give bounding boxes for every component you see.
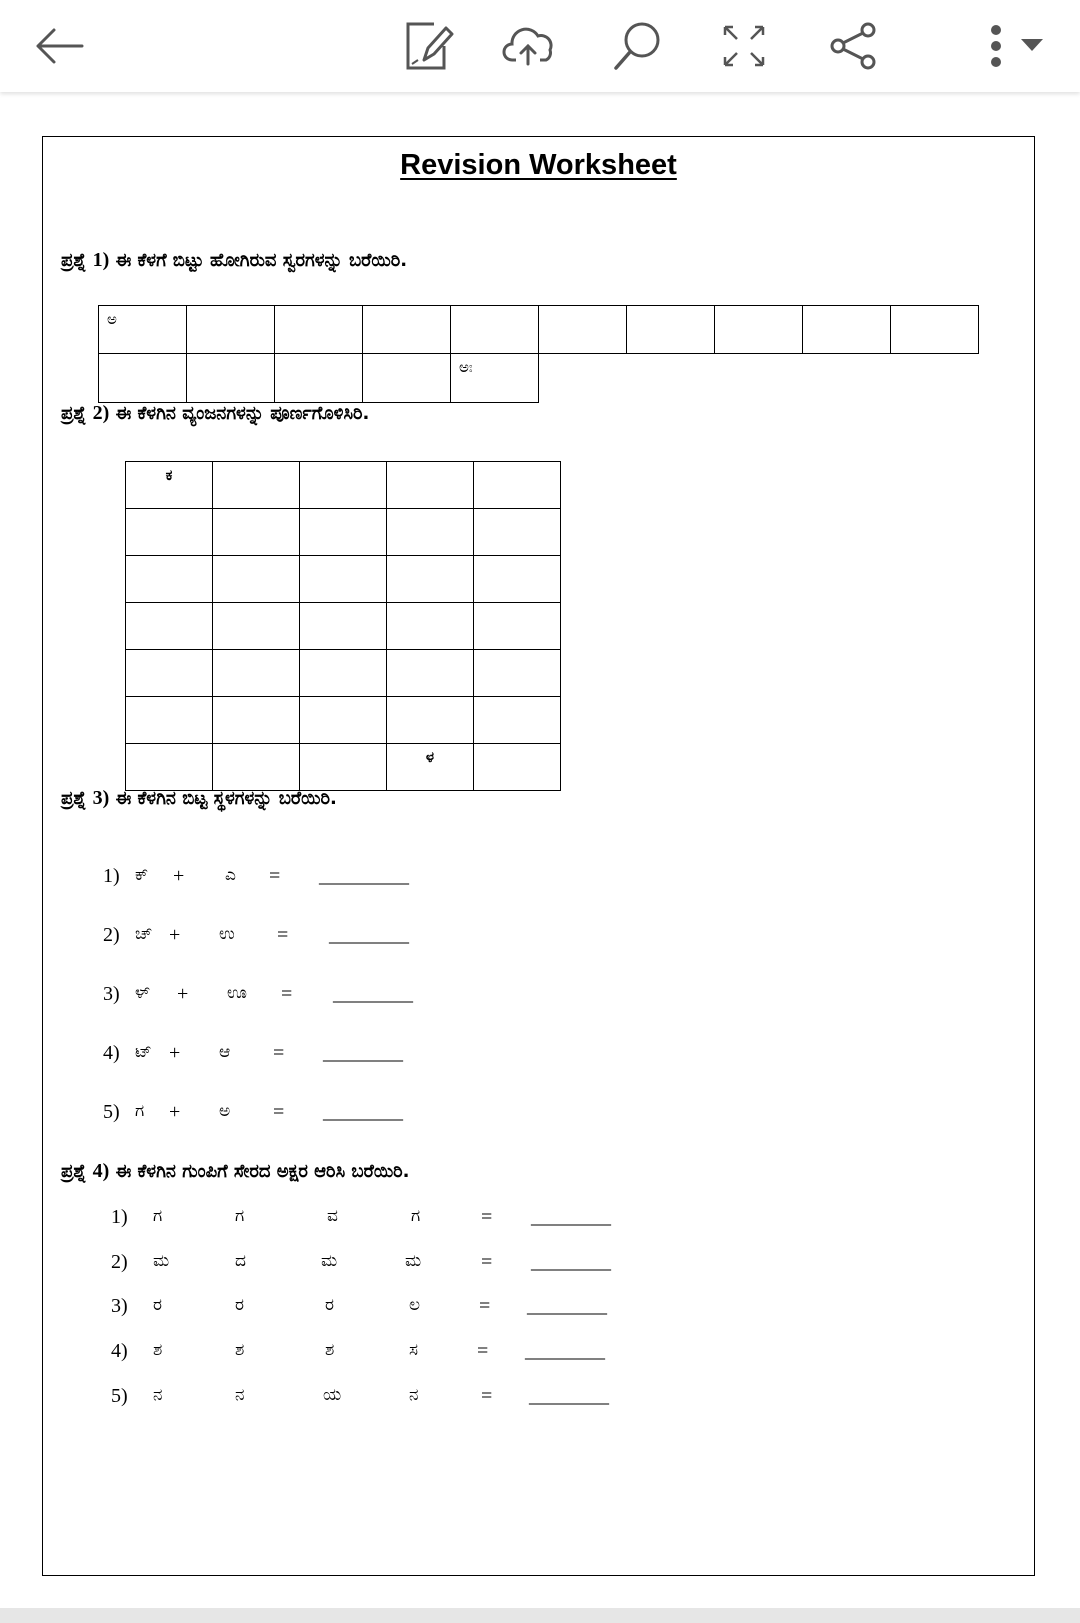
letter: ಶ [153, 1340, 163, 1360]
letter: ಲ [409, 1295, 421, 1315]
item-number: 2) [103, 924, 120, 946]
consonant-cell [213, 556, 300, 603]
consonant-cell [300, 556, 387, 603]
equals-sign: = [281, 983, 293, 1005]
answer-blank: ________ [323, 1042, 403, 1064]
document-viewer[interactable] [0, 92, 1080, 1623]
vowel-cell [275, 354, 363, 403]
vowel-cell [891, 306, 979, 354]
page-title: Revision Worksheet [400, 149, 677, 181]
plus-sign: + [177, 983, 189, 1005]
answer-blank: _________ [319, 865, 409, 887]
consonant-cell [126, 556, 213, 603]
equals-sign: = [477, 1340, 489, 1362]
consonant-cell [474, 556, 561, 603]
consonant-cell [474, 509, 561, 556]
consonant-cell [126, 697, 213, 744]
item-number: 4) [111, 1340, 128, 1362]
consonant-cell [300, 650, 387, 697]
letter-b: ಆ [219, 1042, 231, 1062]
worksheet-page [42, 136, 1035, 1576]
consonant-cell [300, 697, 387, 744]
answer-blank: ________ [329, 924, 409, 946]
letter: ದ [235, 1251, 246, 1271]
question-2-prefix: ಪ್ರಶ್ನೆ [61, 403, 87, 424]
consonant-cell [387, 462, 474, 509]
consonant-cell [300, 603, 387, 650]
question-4-number: 4) [92, 1160, 110, 1182]
item-number: 1) [111, 1206, 128, 1228]
letter-a: ಚ್ [135, 924, 153, 944]
question-1 [61, 249, 407, 272]
consonant-cell [474, 650, 561, 697]
answer-blank: ________ [531, 1251, 611, 1273]
letter: ರ [153, 1295, 162, 1315]
equals-sign: = [269, 865, 281, 887]
search-icon[interactable] [610, 0, 666, 92]
equals-sign: = [273, 1042, 285, 1064]
question-3 [61, 787, 337, 810]
answer-blank: ________ [323, 1101, 403, 1123]
question-2-text: ಈ ಕೆಳಗಿನ ವ್ಯಂಜನಗಳನ್ನು ಪೂರ್ಣಗೊಳಿಸಿರಿ. [115, 403, 370, 424]
equals-sign: = [277, 924, 289, 946]
share-icon[interactable] [826, 0, 880, 92]
dropdown-icon[interactable] [1018, 0, 1046, 92]
letter: ಶ [235, 1340, 245, 1360]
equals-sign: = [479, 1295, 491, 1317]
vowel-cell-first: ಅ [107, 310, 117, 328]
letter: ಮ [321, 1251, 338, 1271]
question-1-prefix: ಪ್ರಶ್ನೆ [61, 250, 87, 271]
consonant-cell [474, 697, 561, 744]
consonant-cell [300, 744, 387, 791]
plus-sign: + [169, 1042, 181, 1064]
consonant-cell [387, 697, 474, 744]
letter-a: ಟ್ [135, 1042, 152, 1062]
consonant-cell [387, 509, 474, 556]
answer-blank: ________ [529, 1385, 609, 1407]
question-3-number: 3) [92, 787, 110, 809]
letter: ಗ [411, 1206, 421, 1226]
letter: ವ [327, 1206, 338, 1226]
question-2-number: 2) [92, 402, 110, 424]
item-number: 2) [111, 1251, 128, 1273]
question-4 [61, 1160, 410, 1183]
item-number: 5) [103, 1101, 120, 1123]
letter: ಮ [153, 1251, 170, 1271]
vowel-cell [187, 306, 275, 354]
back-arrow-icon[interactable] [28, 0, 88, 92]
letter-b: ಅ [219, 1101, 231, 1121]
vowel-cell [99, 306, 187, 354]
equals-sign: = [481, 1385, 493, 1407]
consonant-cell [387, 650, 474, 697]
consonant-cell [213, 697, 300, 744]
plus-sign: + [173, 865, 185, 887]
letter: ಗ [153, 1206, 163, 1226]
top-toolbar [0, 0, 1080, 92]
consonant-cell [213, 509, 300, 556]
edit-icon[interactable] [402, 0, 456, 92]
vowel-cell [187, 354, 275, 403]
question-3-prefix: ಪ್ರಶ್ನೆ [61, 788, 87, 809]
item-number: 3) [111, 1295, 128, 1317]
question-3-text: ಈ ಕೆಳಗಿನ ಬಿಟ್ಟ ಸ್ಥಳಗಳನ್ನು ಬರೆಯಿರಿ. [115, 788, 337, 809]
vowel-cell [99, 354, 187, 403]
letter: ಶ [325, 1340, 335, 1360]
letter: ಮ [405, 1251, 422, 1271]
answer-blank: ________ [333, 983, 413, 1005]
letter: ನ [409, 1385, 419, 1405]
letter: ಸ [409, 1340, 419, 1360]
letter-a: ಗ [135, 1101, 145, 1121]
letter: ಗ [235, 1206, 245, 1226]
more-options-icon[interactable] [984, 0, 1008, 92]
fullscreen-icon[interactable] [718, 0, 770, 92]
vowel-cell [627, 306, 715, 354]
vowel-cell [275, 306, 363, 354]
vowel-cell [451, 354, 539, 403]
consonant-grid [125, 461, 561, 791]
vowel-cell [363, 354, 451, 403]
consonant-cell [213, 462, 300, 509]
consonant-cell [213, 744, 300, 791]
item-number: 3) [103, 983, 120, 1005]
letter-b: ಊ [227, 983, 247, 1003]
vowel-cell [451, 306, 539, 354]
consonant-cell [387, 556, 474, 603]
vowel-cell-last: ಅಃ [459, 358, 473, 376]
consonant-cell [126, 744, 213, 791]
consonant-cell [126, 462, 213, 509]
vowel-cell [363, 306, 451, 354]
consonant-cell [126, 650, 213, 697]
consonant-cell-first: ಕ [165, 466, 173, 484]
question-4-prefix: ಪ್ರಶ್ನೆ [61, 1161, 87, 1182]
letter-a: ಳ್ [135, 983, 150, 1003]
consonant-cell-last: ಳ [425, 748, 435, 766]
consonant-cell [387, 603, 474, 650]
vowel-grid [98, 305, 979, 403]
vowel-cell [803, 306, 891, 354]
letter-a: ಕ್ [135, 865, 149, 885]
consonant-cell [126, 509, 213, 556]
question-1-number: 1) [92, 249, 110, 271]
consonant-cell [474, 603, 561, 650]
answer-blank: ________ [531, 1206, 611, 1228]
letter: ನ [153, 1385, 163, 1405]
cloud-upload-icon[interactable] [502, 0, 558, 92]
consonant-cell [126, 603, 213, 650]
item-number: 5) [111, 1385, 128, 1407]
answer-blank: ________ [525, 1340, 605, 1362]
consonant-cell [387, 744, 474, 791]
letter: ಯ [323, 1385, 342, 1405]
consonant-cell [474, 744, 561, 791]
item-number: 1) [103, 865, 120, 887]
consonant-cell [300, 509, 387, 556]
item-number: 4) [103, 1042, 120, 1064]
answer-blank: ________ [527, 1295, 607, 1317]
letter: ರ [235, 1295, 244, 1315]
question-1-text: ಈ ಕೆಳಗೆ ಬಿಟ್ಟು ಹೋಗಿರುವ ಸ್ವರಗಳನ್ನು ಬರೆಯಿರಿ. [115, 250, 408, 271]
plus-sign: + [169, 924, 181, 946]
equals-sign: = [273, 1101, 285, 1123]
vowel-cell [539, 306, 627, 354]
equals-sign: = [481, 1206, 493, 1228]
consonant-cell [213, 603, 300, 650]
vowel-cell [715, 306, 803, 354]
question-4-text: ಈ ಕೆಳಗಿನ ಗುಂಪಿಗೆ ಸೇರದ ಅಕ್ಷರ ಆರಿಸಿ ಬರೆಯಿರಿ. [115, 1161, 410, 1182]
consonant-cell [300, 462, 387, 509]
consonant-cell [474, 462, 561, 509]
bottom-edge [0, 1608, 1080, 1623]
letter-b: ಉ [219, 924, 235, 944]
question-2 [61, 402, 369, 425]
equals-sign: = [481, 1251, 493, 1273]
letter: ನ [235, 1385, 245, 1405]
letter-b: ಎ [225, 865, 236, 885]
consonant-cell [213, 650, 300, 697]
plus-sign: + [169, 1101, 181, 1123]
letter: ರ [325, 1295, 334, 1315]
